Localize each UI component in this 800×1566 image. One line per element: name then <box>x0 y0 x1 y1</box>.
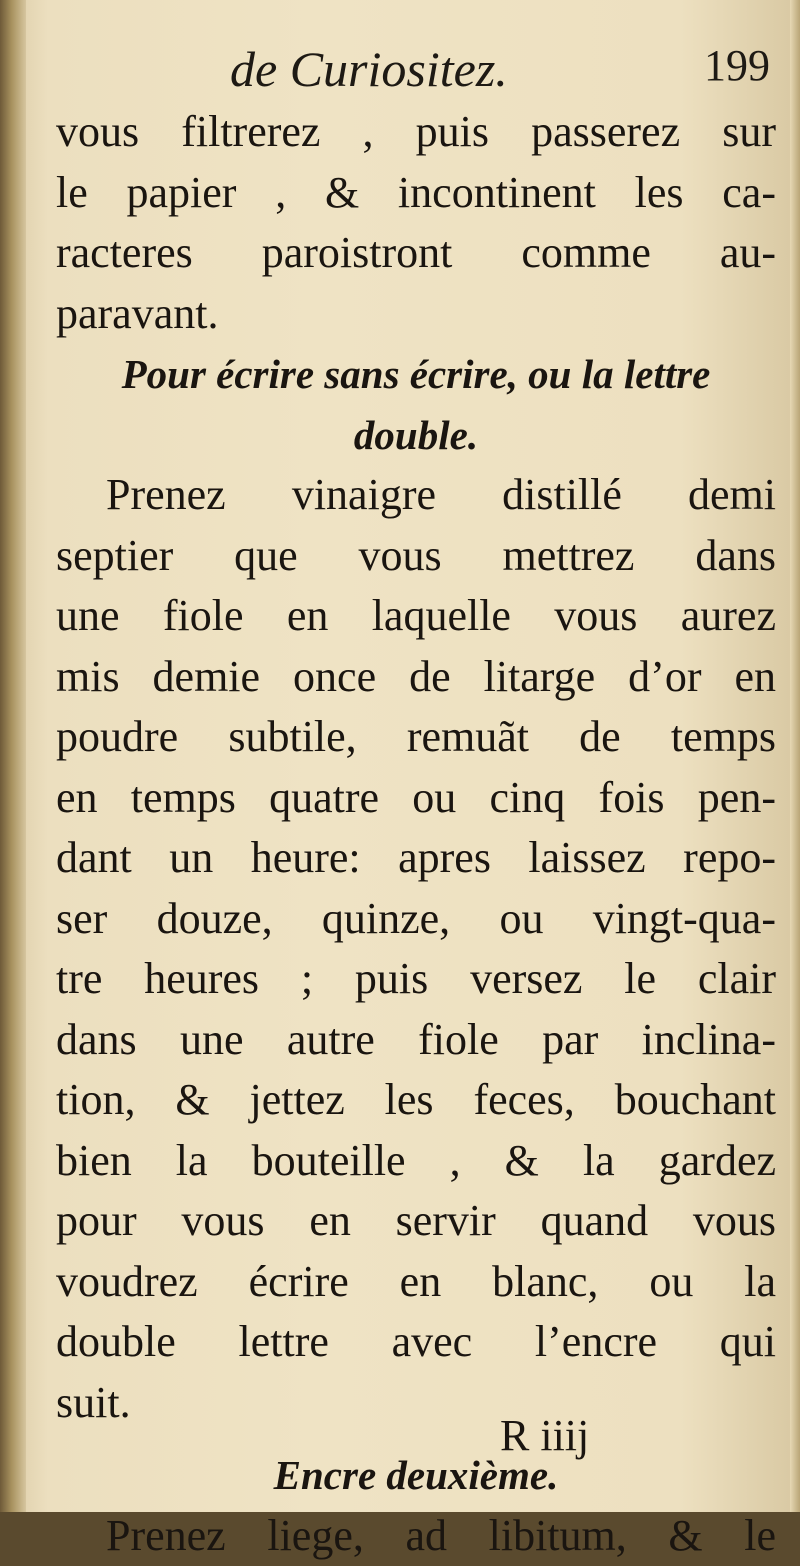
section-heading-continued: double. <box>56 405 776 466</box>
text-line: racteres paroistront comme au- <box>56 223 776 284</box>
text-line: double lettre avec l’encre qui <box>56 1312 776 1373</box>
text-line: Prenez vinaigre distillé demi <box>56 465 776 526</box>
text-line: tre heures ; puis versez le clair <box>56 949 776 1010</box>
text-line: dans une autre fiole par inclina- <box>56 1010 776 1071</box>
text-line: le papier , & incontinent les ca- <box>56 163 776 224</box>
page-number: 199 <box>704 40 770 91</box>
text-line: vous filtrerez , puis passerez sur <box>56 102 776 163</box>
page-header <box>230 40 790 110</box>
spacer <box>56 1433 776 1445</box>
running-head: de Curiositez. <box>230 40 508 98</box>
text-line: pour vous en servir quand vous <box>56 1191 776 1252</box>
book-spine-shadow <box>0 0 26 1512</box>
section-heading: Encre deuxième. <box>56 1445 776 1506</box>
text-line: ser douze, quinze, ou vingt-qua- <box>56 889 776 950</box>
text-line: bien la bouteille , & la gardez <box>56 1131 776 1192</box>
text-line: septier que vous mettrez dans <box>56 526 776 587</box>
text-line: poudre subtile, remuãt de temps <box>56 707 776 768</box>
text-line: une fiole en laquelle vous aurez <box>56 586 776 647</box>
section-heading: Pour écrire sans écrire, ou la lettre <box>56 344 776 405</box>
text-line: tion, & jettez les feces, bouchant <box>56 1070 776 1131</box>
page-edge <box>790 0 800 1512</box>
text-line: dant un heure: apres laissez repo- <box>56 828 776 889</box>
text-line: voudrez écrire en blanc, ou la <box>56 1252 776 1313</box>
text-line: Prenez liege, ad libitum, & le <box>56 1506 776 1566</box>
text-line: paravant. <box>56 284 776 345</box>
body-text <box>56 102 776 1566</box>
text-line: en temps quatre ou cinq fois pen- <box>56 768 776 829</box>
signature-mark: R iiij <box>500 1410 589 1461</box>
text-line: mis demie once de litarge d’or en <box>56 647 776 708</box>
text-line: suit. <box>56 1373 776 1434</box>
